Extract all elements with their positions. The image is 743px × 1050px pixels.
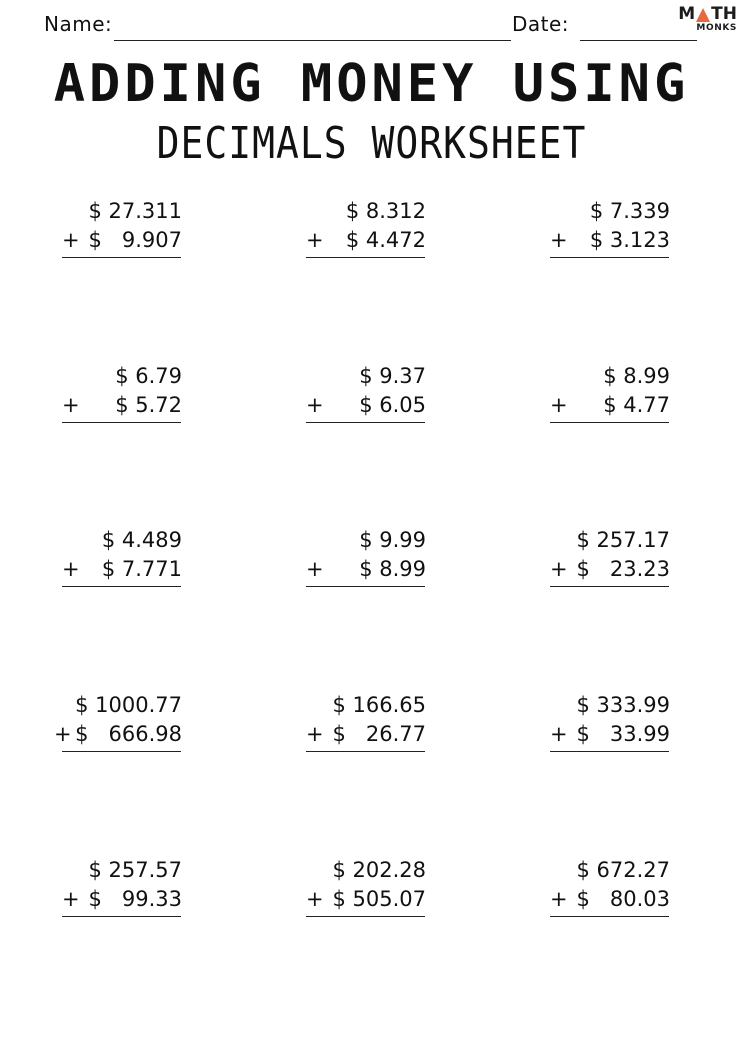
problem-top-value: $ 333.99 bbox=[576, 693, 670, 717]
plus-sign: + bbox=[62, 228, 80, 252]
date-label: Date: bbox=[512, 12, 570, 36]
plus-sign: + bbox=[550, 887, 568, 911]
problem-15 bbox=[550, 856, 670, 917]
problem-bottom-value: $ 8.99 bbox=[359, 557, 426, 581]
problem-bottom-value: $ 666.98 bbox=[75, 722, 182, 746]
problem-bottom-value: $ 23.23 bbox=[576, 557, 670, 581]
problem-top-value: $ 6.79 bbox=[115, 364, 182, 388]
plus-sign: + bbox=[550, 228, 568, 252]
problem-10 bbox=[54, 691, 182, 752]
worksheet-subtitle: DECIMALS WORKSHEET bbox=[156, 117, 587, 169]
problem-bottom-value: $ 80.03 bbox=[576, 887, 670, 911]
problem-11 bbox=[306, 691, 426, 752]
answer-line[interactable] bbox=[306, 916, 425, 917]
problem-1 bbox=[62, 197, 182, 258]
problem-5 bbox=[306, 362, 426, 423]
problem-top-value: $ 9.37 bbox=[359, 364, 426, 388]
answer-line[interactable] bbox=[550, 257, 669, 258]
problem-bottom-value: $ 26.77 bbox=[332, 722, 426, 746]
problem-4 bbox=[62, 362, 182, 423]
problem-7 bbox=[62, 526, 182, 587]
logo-text-monks: MONKS bbox=[696, 23, 737, 33]
problem-top-value: $ 27.311 bbox=[88, 199, 182, 223]
problem-top-value: $ 257.17 bbox=[576, 528, 670, 552]
problem-bottom-value: $ 33.99 bbox=[576, 722, 670, 746]
problem-2 bbox=[306, 197, 426, 258]
answer-line[interactable] bbox=[62, 916, 181, 917]
problem-bottom-value: $ 4.472 bbox=[345, 228, 426, 252]
answer-line[interactable] bbox=[306, 257, 425, 258]
answer-line[interactable] bbox=[550, 422, 669, 423]
worksheet-title: ADDING MONEY USING bbox=[53, 54, 690, 114]
problem-6 bbox=[550, 362, 670, 423]
plus-sign: + bbox=[306, 393, 324, 417]
plus-sign: + bbox=[62, 557, 80, 581]
problem-bottom-value: $ 6.05 bbox=[359, 393, 426, 417]
problem-8 bbox=[306, 526, 426, 587]
answer-line[interactable] bbox=[62, 257, 181, 258]
problem-9 bbox=[550, 526, 670, 587]
answer-line[interactable] bbox=[306, 586, 425, 587]
plus-sign: + bbox=[550, 722, 568, 746]
answer-line[interactable] bbox=[306, 422, 425, 423]
plus-sign: + bbox=[306, 722, 324, 746]
problem-top-value: $ 672.27 bbox=[576, 858, 670, 882]
problem-3 bbox=[550, 197, 670, 258]
problem-12 bbox=[550, 691, 670, 752]
plus-sign: + bbox=[62, 393, 80, 417]
answer-line[interactable] bbox=[550, 586, 669, 587]
plus-sign: + bbox=[550, 393, 568, 417]
name-label: Name: bbox=[44, 12, 113, 36]
answer-line[interactable] bbox=[306, 751, 425, 752]
plus-sign: + bbox=[306, 557, 324, 581]
problem-bottom-value: $ 5.72 bbox=[115, 393, 182, 417]
problem-13 bbox=[62, 856, 182, 917]
problem-top-value: $ 4.489 bbox=[101, 528, 182, 552]
problem-top-value: $ 1000.77 bbox=[75, 693, 182, 717]
plus-sign: + bbox=[550, 557, 568, 581]
problem-top-value: $ 8.99 bbox=[603, 364, 670, 388]
plus-sign: + bbox=[62, 887, 80, 911]
answer-line[interactable] bbox=[62, 422, 181, 423]
problem-bottom-value: $ 505.07 bbox=[332, 887, 426, 911]
problem-bottom-value: $ 4.77 bbox=[603, 393, 670, 417]
problem-bottom-value: $ 7.771 bbox=[101, 557, 182, 581]
plus-sign: + bbox=[306, 887, 324, 911]
logo-text-th: TH bbox=[711, 4, 737, 24]
problem-top-value: $ 257.57 bbox=[88, 858, 182, 882]
logo-text-m: M bbox=[678, 4, 696, 24]
problem-top-value: $ 8.312 bbox=[345, 199, 426, 223]
plus-sign: + bbox=[54, 722, 72, 746]
answer-line[interactable] bbox=[550, 916, 669, 917]
problem-bottom-value: $ 3.123 bbox=[589, 228, 670, 252]
answer-line[interactable] bbox=[62, 586, 181, 587]
plus-sign: + bbox=[306, 228, 324, 252]
answer-line[interactable] bbox=[550, 751, 669, 752]
problem-top-value: $ 166.65 bbox=[332, 693, 426, 717]
problem-14 bbox=[306, 856, 426, 917]
answer-line[interactable] bbox=[62, 751, 181, 752]
problem-top-value: $ 202.28 bbox=[332, 858, 426, 882]
problem-top-value: $ 9.99 bbox=[359, 528, 426, 552]
problem-bottom-value: $ 9.907 bbox=[88, 228, 182, 252]
problem-bottom-value: $ 99.33 bbox=[88, 887, 182, 911]
problem-top-value: $ 7.339 bbox=[589, 199, 670, 223]
